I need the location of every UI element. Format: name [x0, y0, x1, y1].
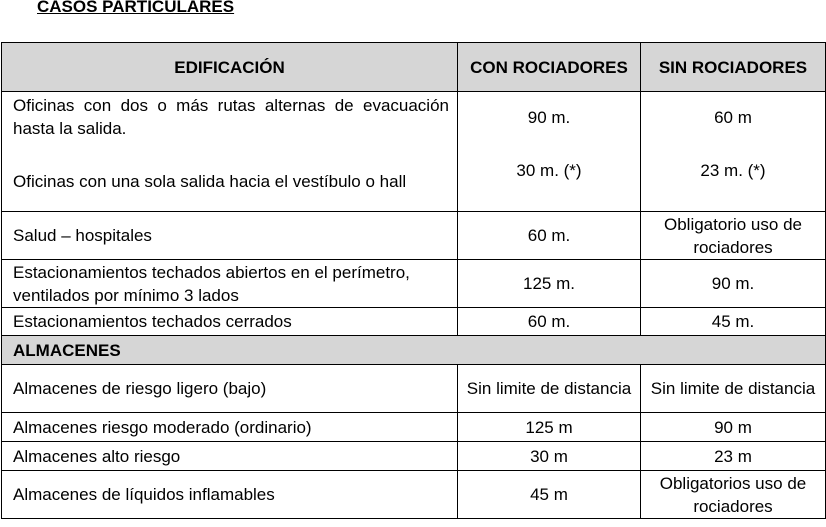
row-label: Almacenes alto riesgo	[2, 442, 458, 471]
section-title: ALMACENES	[2, 336, 826, 365]
row-label: Almacenes de líquidos inflamables	[2, 471, 458, 519]
row-value-sin: 90 m.	[641, 260, 826, 308]
table-row	[2, 365, 826, 413]
table-row	[2, 471, 826, 519]
row-value-sin: Obligatorios uso de rociadores	[641, 471, 826, 519]
row-value-sin-oficinas-dos-rutas: 60 m	[714, 108, 752, 127]
table-row	[2, 442, 826, 471]
row-value-con: 30 m	[458, 442, 641, 471]
row-value-con: 60 m.	[458, 212, 641, 260]
page-title: CASOS PARTICULARES	[37, 0, 235, 16]
table-row	[2, 260, 826, 308]
row-label: Almacenes de riesgo ligero (bajo)	[2, 365, 458, 413]
header-sin-rociadores: SIN ROCIADORES	[641, 43, 826, 92]
row-value-con-oficinas-dos-rutas: 90 m.	[527, 108, 571, 127]
row-value-con: 60 m.	[458, 308, 641, 336]
header-edificacion: EDIFICACIÓN	[2, 43, 458, 92]
table-row	[2, 212, 826, 260]
row-values-sin-oficinas	[641, 92, 826, 212]
row-label: Estacionamientos techados abiertos en el perímetro, ventilados por mínimo 3 lados	[2, 260, 458, 308]
distances-table	[1, 42, 826, 519]
row-label-oficinas-dos-rutas: Oficinas con dos o más rutas alternas de evacuación hasta la salida.	[13, 96, 449, 138]
row-value-sin: 90 m	[641, 413, 826, 442]
table-row	[2, 413, 826, 442]
row-value-con-oficinas-una-salida: 30 m. (*)	[516, 161, 582, 180]
table-header-row	[2, 43, 826, 92]
row-label: Estacionamientos techados cerrados	[2, 308, 458, 336]
table-row-oficinas	[2, 92, 826, 212]
row-label-oficinas-una-salida: Oficinas con una sola salida hacia el vestíbulo o hall	[13, 172, 407, 191]
row-value-sin: 45 m.	[641, 308, 826, 336]
row-values-con-oficinas	[458, 92, 641, 212]
section-row-almacenes	[2, 336, 826, 365]
row-label: Salud – hospitales	[2, 212, 458, 260]
row-value-con: 125 m	[458, 413, 641, 442]
row-value-sin-oficinas-una-salida: 23 m. (*)	[700, 161, 766, 180]
row-value-sin: Sin limite de distancia	[641, 365, 826, 413]
row-label: Almacenes riesgo moderado (ordinario)	[2, 413, 458, 442]
row-value-con: 125 m.	[458, 260, 641, 308]
row-value-sin: 23 m	[641, 442, 826, 471]
row-value-sin: Obligatorio uso de rociadores	[641, 212, 826, 260]
row-value-con: 45 m	[458, 471, 641, 519]
row-value-con: Sin limite de distancia	[458, 365, 641, 413]
row-label-oficinas	[2, 92, 458, 212]
header-con-rociadores: CON ROCIADORES	[458, 43, 641, 92]
table-row	[2, 308, 826, 336]
